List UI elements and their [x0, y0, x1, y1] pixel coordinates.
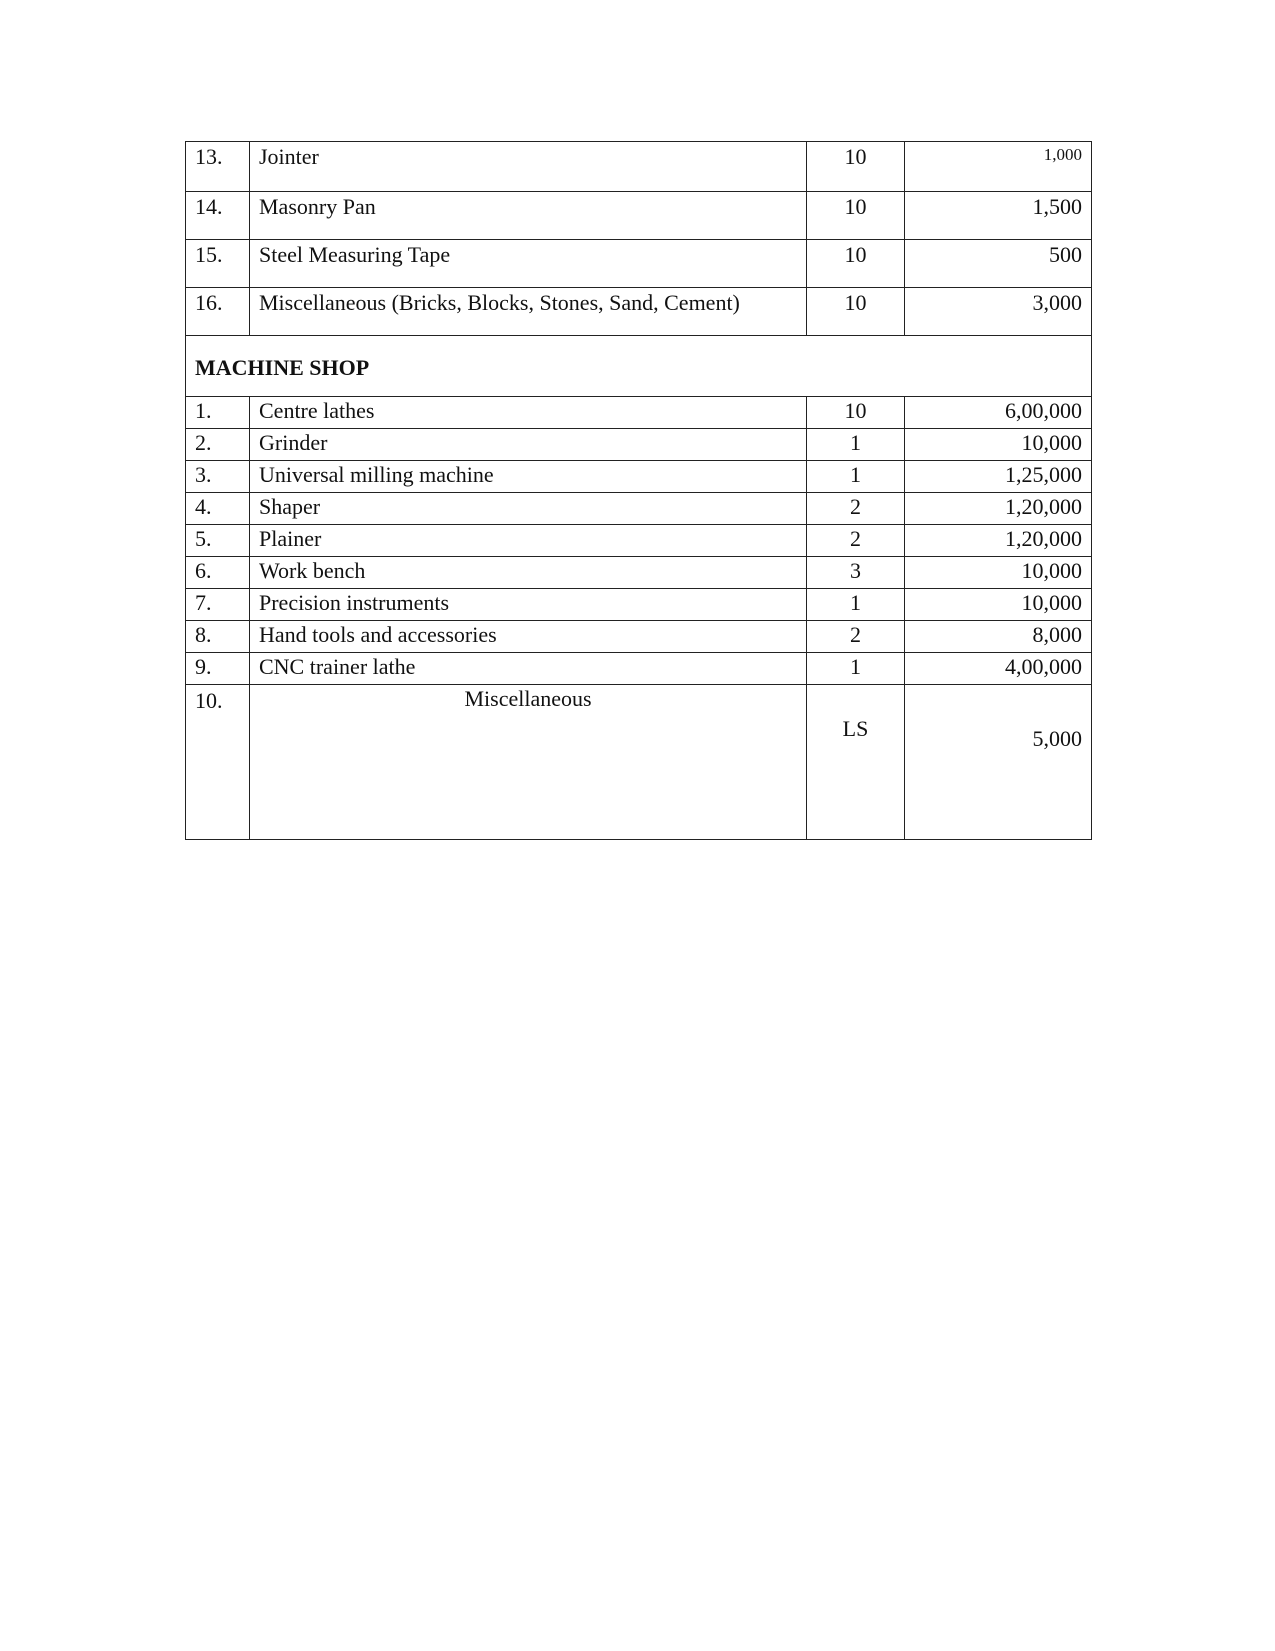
serial-number: 9. [186, 653, 250, 685]
item-cost: 3,000 [905, 288, 1092, 336]
serial-number: 6. [186, 557, 250, 589]
serial-number: 5. [186, 525, 250, 557]
item-name: Shaper [250, 493, 807, 525]
table-row [186, 192, 1092, 240]
item-name: Universal milling machine [250, 461, 807, 493]
item-cost: 10,000 [905, 429, 1092, 461]
item-cost: 10,000 [905, 589, 1092, 621]
item-quantity: 1 [807, 429, 905, 461]
section-header-row [186, 336, 1092, 397]
item-name: Centre lathes [250, 397, 807, 429]
item-cost: 1,20,000 [905, 525, 1092, 557]
table-row [186, 621, 1092, 653]
item-cost: 4,00,000 [905, 653, 1092, 685]
item-name: Precision instruments [250, 589, 807, 621]
item-quantity: 10 [807, 192, 905, 240]
item-name: Steel Measuring Tape [250, 240, 807, 288]
serial-number: 2. [186, 429, 250, 461]
serial-number: 14. [186, 192, 250, 240]
table-row [186, 142, 1092, 192]
table-row [186, 589, 1092, 621]
item-name: CNC trainer lathe [250, 653, 807, 685]
item-quantity: 10 [807, 240, 905, 288]
item-cost: 1,25,000 [905, 461, 1092, 493]
item-quantity: 1 [807, 589, 905, 621]
item-cost: 5,000 [905, 685, 1092, 840]
table-row [186, 397, 1092, 429]
item-name: Miscellaneous (Bricks, Blocks, Stones, Sand, Cement) [250, 288, 807, 336]
item-quantity: 1 [807, 461, 905, 493]
item-quantity: 3 [807, 557, 905, 589]
item-cost: 500 [905, 240, 1092, 288]
item-name: Grinder [250, 429, 807, 461]
serial-number: 10. [186, 685, 250, 840]
item-quantity: 10 [807, 397, 905, 429]
serial-number: 15. [186, 240, 250, 288]
item-quantity: 2 [807, 621, 905, 653]
serial-number: 16. [186, 288, 250, 336]
item-cost: 6,00,000 [905, 397, 1092, 429]
serial-number: 4. [186, 493, 250, 525]
equipment-table [185, 141, 1092, 840]
item-name: Hand tools and accessories [250, 621, 807, 653]
item-name: Miscellaneous [250, 685, 807, 840]
item-cost: 1,20,000 [905, 493, 1092, 525]
serial-number: 13. [186, 142, 250, 192]
item-quantity: 2 [807, 525, 905, 557]
serial-number: 7. [186, 589, 250, 621]
table-row [186, 525, 1092, 557]
item-name: Work bench [250, 557, 807, 589]
item-cost: 8,000 [905, 621, 1092, 653]
item-name: Plainer [250, 525, 807, 557]
item-cost: 10,000 [905, 557, 1092, 589]
table-row [186, 240, 1092, 288]
table-row [186, 288, 1092, 336]
table-row [186, 653, 1092, 685]
item-name: Masonry Pan [250, 192, 807, 240]
table-row [186, 461, 1092, 493]
serial-number: 8. [186, 621, 250, 653]
table-row [186, 685, 1092, 840]
table-row [186, 557, 1092, 589]
item-quantity: 1 [807, 653, 905, 685]
item-quantity: 10 [807, 142, 905, 192]
item-cost: 1,500 [905, 192, 1092, 240]
section-title: MACHINE SHOP [186, 336, 1092, 397]
item-cost: 1,000 [905, 142, 1092, 192]
item-quantity: 10 [807, 288, 905, 336]
table-row [186, 429, 1092, 461]
item-quantity: LS [807, 685, 905, 840]
item-quantity: 2 [807, 493, 905, 525]
table-row [186, 493, 1092, 525]
item-name: Jointer [250, 142, 807, 192]
serial-number: 3. [186, 461, 250, 493]
serial-number: 1. [186, 397, 250, 429]
